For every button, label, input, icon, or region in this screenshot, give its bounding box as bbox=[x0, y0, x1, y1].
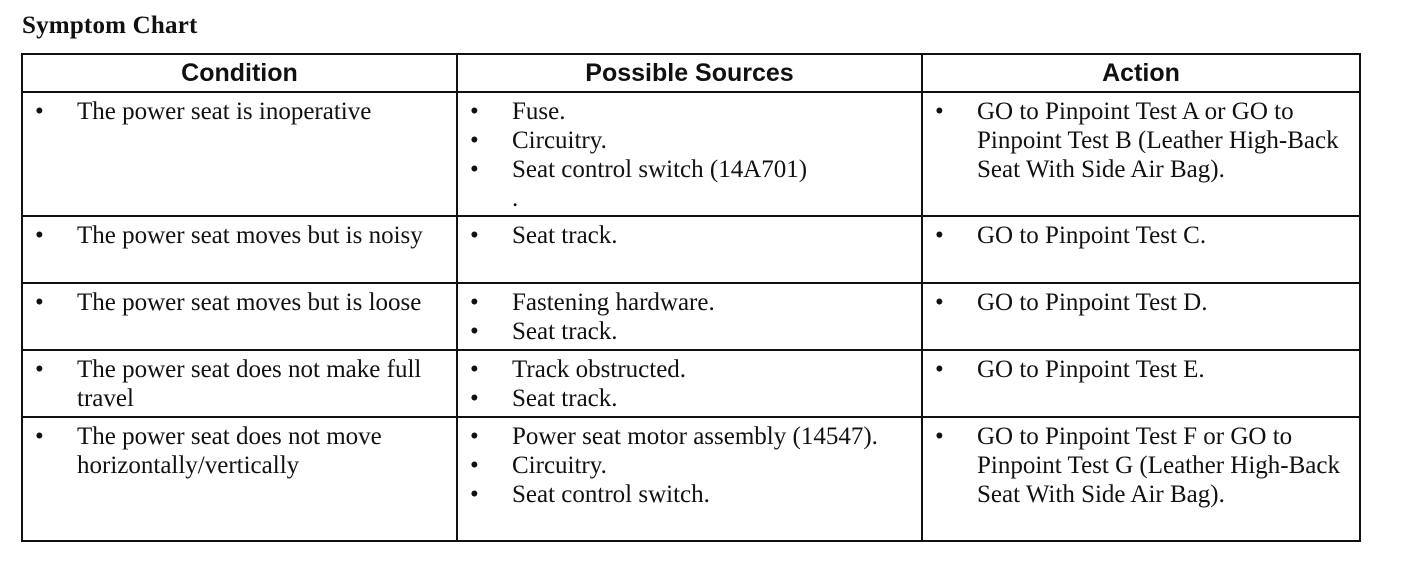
bullet-icon: • bbox=[470, 318, 479, 345]
condition-cell bbox=[22, 417, 457, 541]
source-text: Seat track. bbox=[512, 222, 618, 249]
action-cell bbox=[922, 92, 1360, 216]
list-item bbox=[470, 317, 911, 346]
table-row bbox=[22, 216, 1360, 283]
list-item bbox=[935, 97, 1349, 184]
action-text: GO to Pinpoint Test C. bbox=[977, 222, 1207, 249]
list-item bbox=[470, 221, 911, 250]
table-row bbox=[22, 283, 1360, 350]
action-text: GO to Pinpoint Test F or GO to Pinpoint Test G (Leather High-Back Seat With Side Air Bag). bbox=[977, 423, 1340, 508]
source-text: Seat track. bbox=[512, 318, 618, 345]
bullet-icon: • bbox=[35, 356, 44, 383]
list-item bbox=[35, 97, 446, 126]
list-item bbox=[470, 422, 911, 451]
sources-cell bbox=[457, 216, 922, 283]
sources-cell bbox=[457, 283, 922, 350]
list-item bbox=[470, 288, 911, 317]
source-text: Circuitry. bbox=[512, 127, 607, 154]
table-row bbox=[22, 417, 1360, 541]
condition-text: The power seat is inoperative bbox=[77, 98, 372, 125]
header-action: Action bbox=[922, 54, 1360, 92]
source-text: Circuitry. bbox=[512, 452, 607, 479]
action-text: GO to Pinpoint Test E. bbox=[977, 356, 1205, 383]
header-possible-sources: Possible Sources bbox=[457, 54, 922, 92]
sources-cell bbox=[457, 350, 922, 417]
sources-cell bbox=[457, 417, 922, 541]
action-cell bbox=[922, 216, 1360, 283]
bullet-icon: • bbox=[35, 289, 44, 316]
bullet-icon: • bbox=[470, 385, 479, 412]
list-item bbox=[470, 355, 911, 384]
bullet-icon: • bbox=[935, 423, 944, 450]
list-item bbox=[470, 126, 911, 155]
condition-text: The power seat moves but is loose bbox=[77, 289, 422, 316]
condition-cell bbox=[22, 216, 457, 283]
action-cell bbox=[922, 417, 1360, 541]
source-text: Track obstructed. bbox=[512, 356, 687, 383]
action-cell bbox=[922, 350, 1360, 417]
list-item bbox=[470, 97, 911, 126]
bullet-icon: • bbox=[470, 452, 479, 479]
source-text: Power seat motor assembly (14547). bbox=[512, 423, 878, 450]
bullet-icon: • bbox=[470, 423, 479, 450]
list-item bbox=[35, 355, 446, 413]
condition-text: The power seat does not make full travel bbox=[77, 356, 422, 412]
bullet-icon: • bbox=[35, 222, 44, 249]
condition-cell bbox=[22, 92, 457, 216]
condition-cell bbox=[22, 350, 457, 417]
condition-cell bbox=[22, 283, 457, 350]
sources-cell bbox=[457, 92, 922, 216]
action-cell bbox=[922, 283, 1360, 350]
list-item bbox=[935, 221, 1349, 250]
list-item bbox=[470, 384, 911, 413]
list-item bbox=[935, 422, 1349, 509]
list-item bbox=[470, 480, 911, 509]
bullet-icon: • bbox=[470, 156, 479, 183]
table-header-row bbox=[22, 54, 1360, 92]
list-item bbox=[470, 155, 911, 213]
list-item bbox=[935, 288, 1349, 317]
bullet-icon: • bbox=[470, 481, 479, 508]
bullet-icon: • bbox=[470, 289, 479, 316]
bullet-icon: • bbox=[35, 423, 44, 450]
list-item bbox=[35, 422, 446, 480]
source-text: Seat track. bbox=[512, 385, 618, 412]
source-text: Fuse. bbox=[512, 98, 566, 125]
list-item bbox=[35, 288, 446, 317]
bullet-icon: • bbox=[35, 98, 44, 125]
condition-text: The power seat does not move horizontally/vertically bbox=[77, 423, 382, 479]
bullet-icon: • bbox=[470, 98, 479, 125]
bullet-icon: • bbox=[935, 98, 944, 125]
list-item bbox=[35, 221, 446, 250]
condition-text: The power seat moves but is noisy bbox=[77, 222, 423, 249]
bullet-icon: • bbox=[470, 222, 479, 249]
bullet-icon: • bbox=[935, 289, 944, 316]
list-item bbox=[470, 451, 911, 480]
source-trailing-text: . bbox=[512, 185, 519, 212]
bullet-icon: • bbox=[935, 356, 944, 383]
table-row bbox=[22, 350, 1360, 417]
list-item bbox=[935, 355, 1349, 384]
source-text: Seat control switch. bbox=[512, 481, 710, 508]
bullet-icon: • bbox=[470, 356, 479, 383]
table-row bbox=[22, 92, 1360, 216]
source-text: Fastening hardware. bbox=[512, 289, 715, 316]
source-text: Seat control switch (14A701) bbox=[512, 156, 808, 183]
page-title: Symptom Chart bbox=[22, 12, 198, 39]
header-condition: Condition bbox=[22, 54, 457, 92]
bullet-icon: • bbox=[470, 127, 479, 154]
action-text: GO to Pinpoint Test A or GO to Pinpoint Test B (Leather High-Back Seat With Side Air Bag). bbox=[977, 98, 1339, 183]
bullet-icon: • bbox=[935, 222, 944, 249]
action-text: GO to Pinpoint Test D. bbox=[977, 289, 1208, 316]
symptom-table bbox=[21, 53, 1361, 542]
